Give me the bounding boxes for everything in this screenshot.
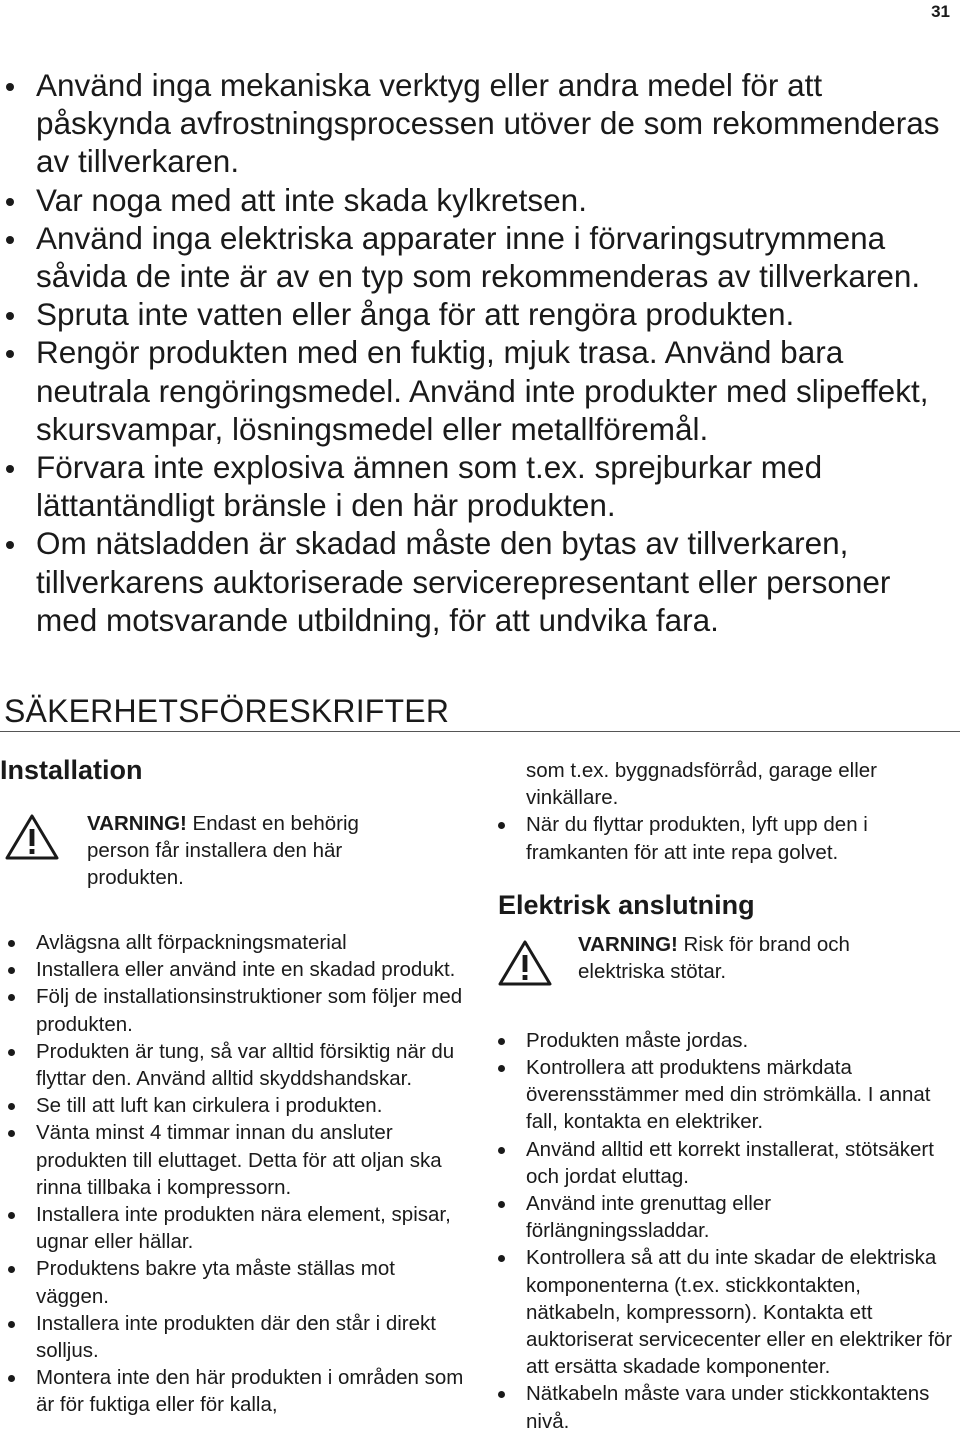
installation-list [0, 929, 470, 1419]
installation-heading: Installation [0, 755, 143, 785]
installation-list-continued [490, 757, 960, 866]
list-item: Var noga med att inte skada kylkretsen. [0, 181, 960, 219]
list-item: Produkten måste jordas. [490, 1027, 960, 1054]
page-number: 31 [931, 2, 950, 21]
list-item: Använd alltid ett korrekt installerat, stötsäkert och jordat eluttag. [490, 1136, 960, 1190]
list-item: Produkten är tung, så var alltid försiktig när du flyttar den. Använd alltid skyddshandskar. [0, 1038, 470, 1092]
warning-label: VARNING! [87, 812, 187, 835]
warning-message: Endast en behörig person får installera den här produkten. [87, 812, 359, 889]
list-item: Använd inte grenuttag eller förlängningssladdar. [490, 1190, 960, 1244]
warning-label: VARNING! [578, 932, 678, 956]
list-item: Följ de installationsinstruktioner som följer med produkten. [0, 983, 470, 1037]
right-column [490, 757, 960, 1435]
list-item: Kontrollera att produktens märkdata överensstämmer med din strömkälla. I annat fall, kontakta en elektriker. [490, 1054, 960, 1136]
list-item: Spruta inte vatten eller ånga för att rengöra produkten. [0, 295, 960, 333]
list-item: Rengör produkten med en fuktig, mjuk trasa. Använd bara neutrala rengöringsmedel. Använd inte produkter med slipeffekt, skursvampar, lösningsmedel eller metallföremål. [0, 333, 960, 448]
list-item: Om nätsladden är skadad måste den bytas av tillverkaren, tillverkarens auktoriserade servicerepresentant eller personer med motsvarande utbildning, för att undvika fara. [0, 524, 960, 639]
installation-warning [0, 786, 470, 898]
installation-warning-text [87, 810, 427, 891]
list-item: Produktens bakre yta måste ställas mot väggen. [0, 1255, 470, 1309]
electrical-warning-text [578, 931, 918, 985]
list-item: Installera eller använd inte en skadad produkt. [0, 956, 470, 983]
section-divider [0, 731, 960, 732]
list-item-continued: som t.ex. byggnadsförråd, garage eller vinkällare. [526, 759, 877, 810]
list-item: Installera inte produkten nära element, spisar, ugnar eller hällar. [0, 1201, 470, 1255]
left-column [0, 755, 470, 1419]
list-item: Använd inga elektriska apparater inne i förvaringsutrymmena såvida de inte är av en typ som rekommenderas av tillverkaren. [0, 219, 960, 295]
list-item: Använd inga mekaniska verktyg eller andra medel för att påskynda avfrostningsprocessen utöver de som rekommenderas av tillverkaren. [0, 66, 960, 181]
warning-triangle-icon [498, 939, 552, 987]
warning-triangle-icon [5, 813, 59, 861]
list-item: Nätkabeln måste vara under stickkontaktens nivå. [490, 1380, 960, 1434]
top-bullet-list [0, 66, 960, 639]
list-item: Avlägsna allt förpackningsmaterial [0, 929, 470, 956]
list-item: Se till att luft kan cirkulera i produkten. [0, 1092, 470, 1119]
list-item: Installera inte produkten där den står i direkt solljus. [0, 1310, 470, 1364]
list-item: Vänta minst 4 timmar innan du ansluter produkten till eluttaget. Detta för att oljan ska rinna tillbaka i kompressorn. [0, 1119, 470, 1201]
section-heading: SÄKERHETSFÖRESKRIFTER [4, 693, 450, 729]
list-item: Kontrollera så att du inte skadar de elektriska komponenterna (t.ex. stickkontakten, nätkabeln, kompressorn). Kontakta ett auktoriserat servicecenter eller en elektriker för att ersätta skadade komponenter. [490, 1244, 960, 1380]
list-item: När du flyttar produkten, lyft upp den i framkanten för att inte repa golvet. [490, 811, 960, 865]
list-item: Montera inte den här produkten i områden som är för fuktiga eller för kalla, [0, 1364, 470, 1418]
electrical-list [490, 1027, 960, 1435]
warning-message: Risk för brand och elektriska stötar. [578, 932, 850, 983]
electrical-heading: Elektrisk anslutning [498, 889, 755, 920]
electrical-warning [490, 921, 960, 1001]
list-item: Förvara inte explosiva ämnen som t.ex. sprejburkar med lättantändligt bränsle i den här produkten. [0, 448, 960, 524]
